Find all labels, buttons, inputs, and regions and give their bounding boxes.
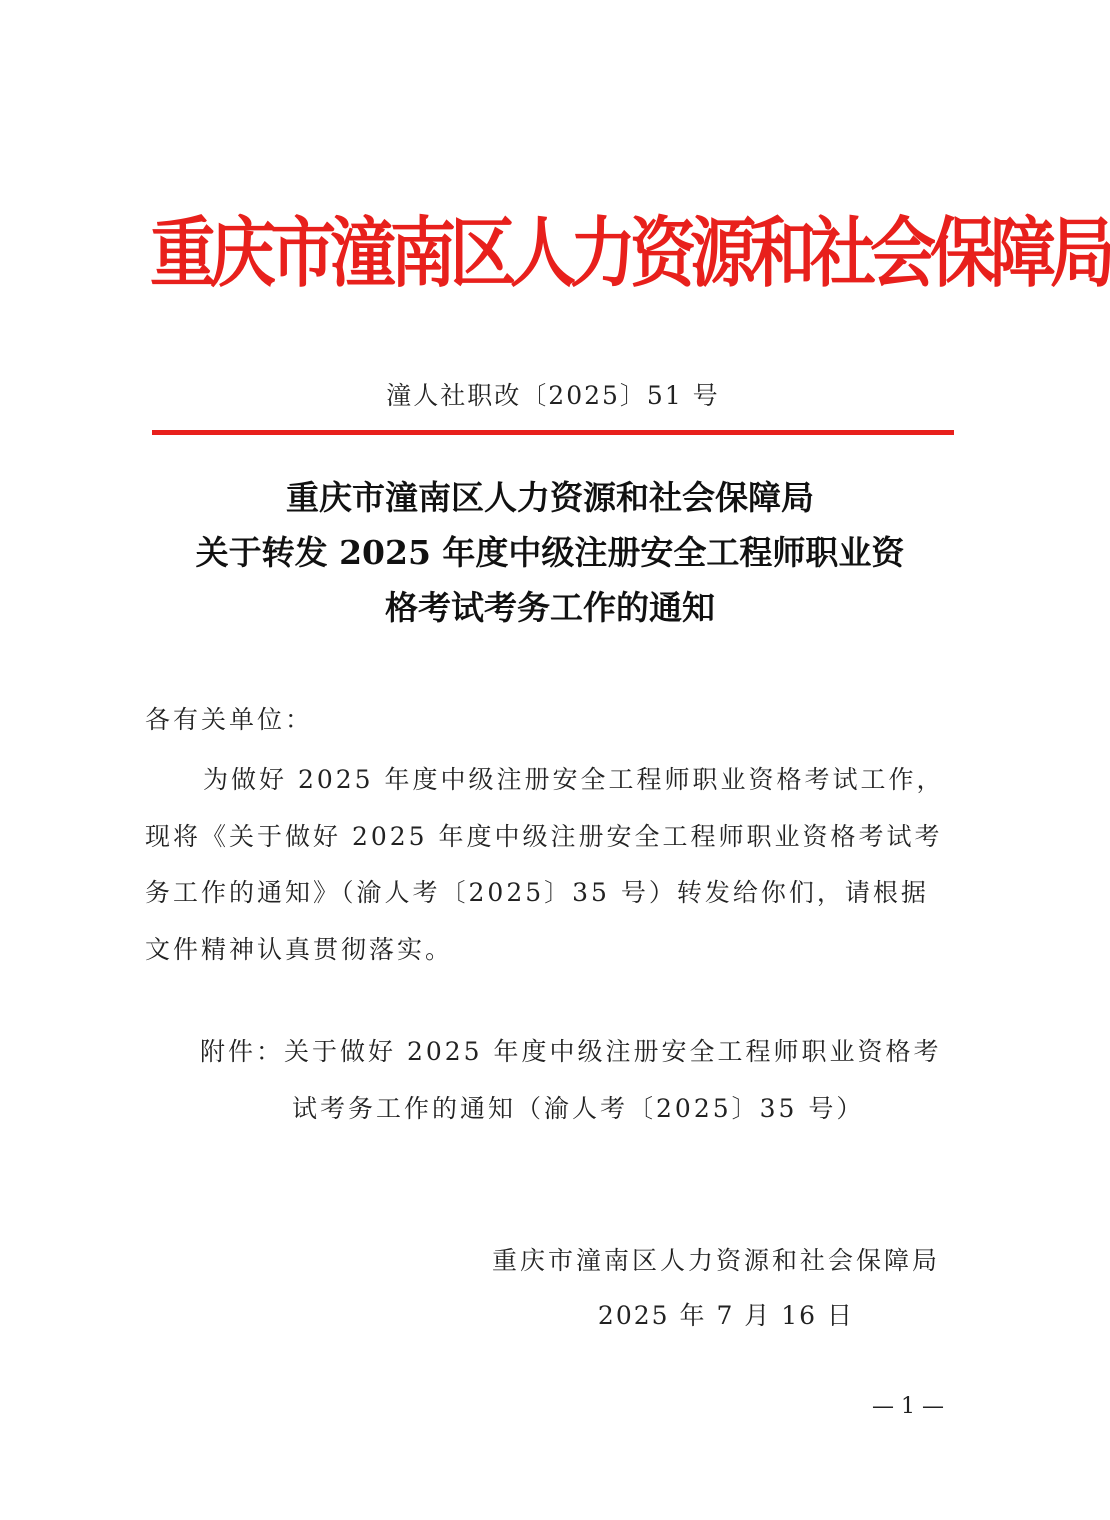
document-title bbox=[130, 470, 970, 635]
salutation: 各有关单位： bbox=[145, 705, 314, 734]
agency-letterhead: 重庆市潼南区人力资源和社会保障局 bbox=[150, 208, 1110, 298]
title-line-1: 重庆市潼南区人力资源和社会保障局 bbox=[286, 478, 814, 517]
paragraph-line: 为做好 2025 年度中级注册安全工程师职业资格考试工作， bbox=[203, 765, 945, 794]
paragraph-line: 现将《关于做好 2025 年度中级注册安全工程师职业资格考试考 bbox=[145, 821, 943, 851]
issuer-signature: 重庆市潼南区人力资源和社会保障局 bbox=[491, 1246, 940, 1275]
issue-date: 2025 年 7 月 16 日 bbox=[597, 1301, 854, 1330]
red-separator-rule bbox=[152, 430, 954, 435]
attachment-line-1: 附件：关于做好 2025 年度中级注册安全工程师职业资格考 bbox=[200, 1037, 942, 1066]
attachment-note bbox=[200, 1023, 960, 1137]
page-number: — 1 — bbox=[872, 1394, 944, 1419]
paragraph-line: 文件精神认真贯彻落实。 bbox=[145, 934, 454, 964]
document-number: 潼人社职改〔2025〕51 号 bbox=[386, 381, 720, 410]
body-paragraph bbox=[145, 752, 945, 978]
title-line-2: 关于转发 2025 年度中级注册安全工程师职业资 bbox=[195, 533, 905, 572]
attachment-line-2: 试考务工作的通知（渝人考〔2025〕35 号） bbox=[292, 1094, 865, 1123]
title-line-3: 格考试考务工作的通知 bbox=[385, 588, 715, 627]
paragraph-line: 务工作的通知》（渝人考〔2025〕35 号）转发给你们，请根据 bbox=[145, 878, 929, 907]
